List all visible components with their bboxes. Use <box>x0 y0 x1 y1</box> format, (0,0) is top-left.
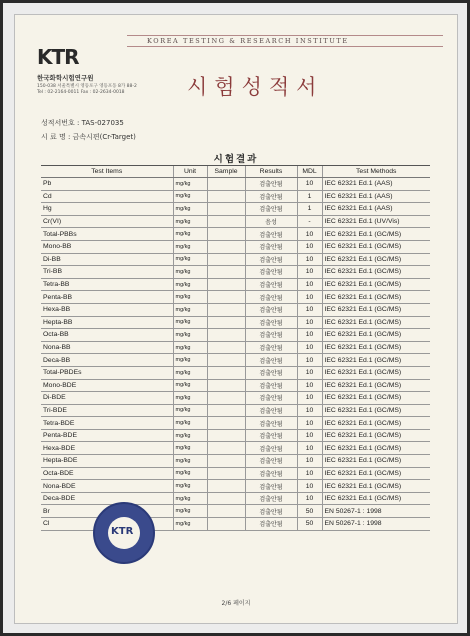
table-row <box>41 480 430 493</box>
table-row <box>41 178 430 191</box>
cell-test-item: Cr(VI) <box>41 215 173 228</box>
cell-test-method: IEC 62321 Ed.1 (GC/MS) <box>322 240 430 253</box>
cell-test-method: IEC 62321 Ed.1 (GC/MS) <box>322 278 430 291</box>
cell-result: 검출안됨 <box>245 278 297 291</box>
cell-mdl: 10 <box>297 417 322 430</box>
cell-result: 검출안됨 <box>245 505 297 518</box>
cell-mdl: 10 <box>297 291 322 304</box>
cell-sample <box>207 203 245 216</box>
table-row <box>41 492 430 505</box>
cell-result: 검출안됨 <box>245 442 297 455</box>
cell-test-method: IEC 62321 Ed.1 (GC/MS) <box>322 480 430 493</box>
cell-test-method: IEC 62321 Ed.1 (GC/MS) <box>322 442 430 455</box>
cell-sample <box>207 178 245 191</box>
cell-unit: mg/kg <box>173 178 207 191</box>
cell-result: 검출안됨 <box>245 467 297 480</box>
cell-unit: mg/kg <box>173 429 207 442</box>
cell-mdl: 10 <box>297 178 322 191</box>
cell-unit: mg/kg <box>173 266 207 279</box>
ktr-logo <box>37 45 79 69</box>
sample-name: 시 료 명 : 금속시편(Cr-Target) <box>41 133 136 141</box>
table-row <box>41 228 430 241</box>
cell-sample <box>207 354 245 367</box>
cell-test-method: IEC 62321 Ed.1 (AAS) <box>322 190 430 203</box>
table-row <box>41 240 430 253</box>
cell-test-method: IEC 62321 Ed.1 (GC/MS) <box>322 379 430 392</box>
cell-test-method: IEC 62321 Ed.1 (GC/MS) <box>322 455 430 468</box>
cell-sample <box>207 442 245 455</box>
cell-result: 검출안됨 <box>245 178 297 191</box>
cell-sample <box>207 429 245 442</box>
cell-sample <box>207 366 245 379</box>
cell-test-item: Hexa-BDE <box>41 442 173 455</box>
cell-mdl: 10 <box>297 303 322 316</box>
cell-sample <box>207 492 245 505</box>
cell-unit: mg/kg <box>173 404 207 417</box>
cell-unit: mg/kg <box>173 190 207 203</box>
cell-test-method: IEC 62321 Ed.1 (GC/MS) <box>322 253 430 266</box>
cell-test-item: Nona-BB <box>41 341 173 354</box>
cell-mdl: 10 <box>297 429 322 442</box>
cell-test-item: Hepta-BB <box>41 316 173 329</box>
cell-unit: mg/kg <box>173 417 207 430</box>
cell-test-item: Cl <box>41 518 173 531</box>
cell-result: 검출안됨 <box>245 303 297 316</box>
header-rule-bottom <box>127 46 443 47</box>
cell-test-method: IEC 62321 Ed.1 (GC/MS) <box>322 417 430 430</box>
table-row <box>41 379 430 392</box>
results-table <box>41 165 430 531</box>
table-row <box>41 329 430 342</box>
cell-sample <box>207 291 245 304</box>
cell-sample <box>207 518 245 531</box>
cell-test-item: Octa-BDE <box>41 467 173 480</box>
cell-test-item: Total-PBBs <box>41 228 173 241</box>
cell-test-item: Tri-BDE <box>41 404 173 417</box>
cell-unit: mg/kg <box>173 303 207 316</box>
cell-result: 검출안됨 <box>245 228 297 241</box>
ktr-seal-stamp <box>93 502 155 564</box>
cell-unit: mg/kg <box>173 341 207 354</box>
cell-test-item: Cd <box>41 190 173 203</box>
cell-test-method: IEC 62321 Ed.1 (UV/Vis) <box>322 215 430 228</box>
cell-result: 검출안됨 <box>245 429 297 442</box>
cell-sample <box>207 505 245 518</box>
cell-mdl: 10 <box>297 316 322 329</box>
cell-unit: mg/kg <box>173 253 207 266</box>
cell-sample <box>207 404 245 417</box>
cell-test-item: Deca-BB <box>41 354 173 367</box>
table-row <box>41 366 430 379</box>
cell-result: 검출안됨 <box>245 379 297 392</box>
cell-mdl: 10 <box>297 266 322 279</box>
institute-name-en: KOREA TESTING & RESEARCH INSTITUTE <box>147 37 349 45</box>
cell-test-item: Total-PBDEs <box>41 366 173 379</box>
ktr-logo-text: KTR <box>37 45 79 69</box>
cell-test-method: IEC 62321 Ed.1 (GC/MS) <box>322 329 430 342</box>
cell-result: 검출안됨 <box>245 492 297 505</box>
cell-mdl: 10 <box>297 379 322 392</box>
cell-test-item: Hg <box>41 203 173 216</box>
table-row <box>41 253 430 266</box>
seal-text: KTR <box>111 526 134 537</box>
cell-mdl: 10 <box>297 366 322 379</box>
cell-sample <box>207 392 245 405</box>
cell-result: 검출안됨 <box>245 266 297 279</box>
cell-test-method: IEC 62321 Ed.1 (GC/MS) <box>322 467 430 480</box>
cell-result: 검출안됨 <box>245 341 297 354</box>
cell-test-item: Deca-BDE <box>41 492 173 505</box>
cell-mdl: 10 <box>297 480 322 493</box>
institute-address: 150-038 서울특별시 영등포구 영등포동 8가 88-2 <box>37 84 137 89</box>
cell-test-item: Tri-BB <box>41 266 173 279</box>
table-row <box>41 417 430 430</box>
cell-test-method: IEC 62321 Ed.1 (GC/MS) <box>322 429 430 442</box>
cell-unit: mg/kg <box>173 442 207 455</box>
cell-sample <box>207 278 245 291</box>
institute-name-ko: 한국화학시험연구원 <box>37 74 94 82</box>
cell-mdl: 10 <box>297 467 322 480</box>
cell-test-method: IEC 62321 Ed.1 (GC/MS) <box>322 366 430 379</box>
cell-test-method: IEC 62321 Ed.1 (GC/MS) <box>322 404 430 417</box>
cell-result: 검출안됨 <box>245 253 297 266</box>
cell-test-method: IEC 62321 Ed.1 (GC/MS) <box>322 341 430 354</box>
table-row <box>41 455 430 468</box>
cell-test-method: EN 50267-1 : 1998 <box>322 505 430 518</box>
col-header-mdl: MDL <box>297 166 322 178</box>
table-row <box>41 190 430 203</box>
table-row <box>41 303 430 316</box>
cell-sample <box>207 467 245 480</box>
cell-mdl: 10 <box>297 404 322 417</box>
cell-mdl: - <box>297 215 322 228</box>
cell-mdl: 10 <box>297 240 322 253</box>
col-header-test-items: Test Items <box>41 166 173 178</box>
cell-result: 검출안됨 <box>245 291 297 304</box>
cell-mdl: 1 <box>297 203 322 216</box>
cell-mdl: 10 <box>297 392 322 405</box>
cell-mdl: 10 <box>297 253 322 266</box>
cell-result: 음성 <box>245 215 297 228</box>
cell-test-item: Mono-BB <box>41 240 173 253</box>
cell-test-method: EN 50267-1 : 1998 <box>322 518 430 531</box>
cell-mdl: 10 <box>297 442 322 455</box>
cell-unit: mg/kg <box>173 291 207 304</box>
cell-unit: mg/kg <box>173 366 207 379</box>
cell-unit: mg/kg <box>173 518 207 531</box>
cell-mdl: 10 <box>297 492 322 505</box>
cell-mdl: 50 <box>297 518 322 531</box>
cell-result: 검출안됨 <box>245 354 297 367</box>
cell-test-item: Br <box>41 505 173 518</box>
cell-test-item: Di-BDE <box>41 392 173 405</box>
col-header-results: Results <box>245 166 297 178</box>
cell-mdl: 10 <box>297 341 322 354</box>
document-title: 시험성적서 <box>187 75 324 99</box>
cell-unit: mg/kg <box>173 455 207 468</box>
cell-sample <box>207 215 245 228</box>
cell-result: 검출안됨 <box>245 480 297 493</box>
cell-test-method: IEC 62321 Ed.1 (GC/MS) <box>322 291 430 304</box>
cell-test-item: Hexa-BB <box>41 303 173 316</box>
cell-sample <box>207 455 245 468</box>
cell-sample <box>207 480 245 493</box>
col-header-unit: Unit <box>173 166 207 178</box>
cell-unit: mg/kg <box>173 203 207 216</box>
cell-test-method: IEC 62321 Ed.1 (GC/MS) <box>322 392 430 405</box>
cell-test-method: IEC 62321 Ed.1 (GC/MS) <box>322 492 430 505</box>
cell-unit: mg/kg <box>173 505 207 518</box>
cell-sample <box>207 253 245 266</box>
cell-test-item: Octa-BB <box>41 329 173 342</box>
table-row <box>41 467 430 480</box>
cell-unit: mg/kg <box>173 354 207 367</box>
cell-sample <box>207 329 245 342</box>
cell-sample <box>207 266 245 279</box>
cell-test-method: IEC 62321 Ed.1 (GC/MS) <box>322 354 430 367</box>
cell-test-item: Pb <box>41 178 173 191</box>
cell-unit: mg/kg <box>173 316 207 329</box>
cell-test-method: IEC 62321 Ed.1 (GC/MS) <box>322 228 430 241</box>
cell-test-item: Mono-BDE <box>41 379 173 392</box>
cell-result: 검출안됨 <box>245 392 297 405</box>
document-frame <box>3 3 467 633</box>
table-row <box>41 316 430 329</box>
cell-test-method: IEC 62321 Ed.1 (AAS) <box>322 178 430 191</box>
cell-result: 검출안됨 <box>245 366 297 379</box>
cell-mdl: 10 <box>297 329 322 342</box>
cell-unit: mg/kg <box>173 215 207 228</box>
cell-result: 검출안됨 <box>245 518 297 531</box>
cell-sample <box>207 240 245 253</box>
cell-unit: mg/kg <box>173 278 207 291</box>
cell-test-method: IEC 62321 Ed.1 (GC/MS) <box>322 266 430 279</box>
cell-test-item: Nona-BDE <box>41 480 173 493</box>
table-row <box>41 404 430 417</box>
cell-mdl: 10 <box>297 278 322 291</box>
cell-result: 검출안됨 <box>245 404 297 417</box>
cell-result: 검출안됨 <box>245 240 297 253</box>
cell-unit: mg/kg <box>173 228 207 241</box>
cell-test-item: Penta-BB <box>41 291 173 304</box>
cell-mdl: 10 <box>297 455 322 468</box>
results-body <box>41 178 430 531</box>
cell-result: 검출안됨 <box>245 329 297 342</box>
page-number: 2/6 페이지 <box>221 600 251 607</box>
cell-test-method: IEC 62321 Ed.1 (GC/MS) <box>322 316 430 329</box>
cell-unit: mg/kg <box>173 480 207 493</box>
table-row <box>41 442 430 455</box>
cell-sample <box>207 303 245 316</box>
certificate-page <box>14 14 458 624</box>
cell-result: 검출안됨 <box>245 417 297 430</box>
table-row <box>41 266 430 279</box>
cell-unit: mg/kg <box>173 392 207 405</box>
cell-test-method: IEC 62321 Ed.1 (GC/MS) <box>322 303 430 316</box>
cell-result: 검출안됨 <box>245 455 297 468</box>
cell-test-item: Tetra-BDE <box>41 417 173 430</box>
table-row <box>41 291 430 304</box>
cell-unit: mg/kg <box>173 329 207 342</box>
table-row <box>41 341 430 354</box>
cell-mdl: 50 <box>297 505 322 518</box>
cell-mdl: 10 <box>297 354 322 367</box>
cell-unit: mg/kg <box>173 379 207 392</box>
results-title: 시험결과 <box>213 154 259 165</box>
table-row <box>41 392 430 405</box>
header-rule-top <box>127 35 443 36</box>
cell-unit: mg/kg <box>173 467 207 480</box>
cell-result: 검출안됨 <box>245 190 297 203</box>
cell-test-item: Hepta-BDE <box>41 455 173 468</box>
cell-sample <box>207 341 245 354</box>
cell-test-item: Di-BB <box>41 253 173 266</box>
cell-mdl: 10 <box>297 228 322 241</box>
cell-test-item: Penta-BDE <box>41 429 173 442</box>
table-row <box>41 429 430 442</box>
cell-unit: mg/kg <box>173 492 207 505</box>
col-header-test-methods: Test Methods <box>322 166 430 178</box>
cell-sample <box>207 190 245 203</box>
certificate-number: 성적서번호 : TAS-027035 <box>41 119 124 127</box>
cell-sample <box>207 417 245 430</box>
cell-sample <box>207 316 245 329</box>
table-row <box>41 215 430 228</box>
cell-test-item: Tetra-BB <box>41 278 173 291</box>
cell-result: 검출안됨 <box>245 316 297 329</box>
cell-test-method: IEC 62321 Ed.1 (AAS) <box>322 203 430 216</box>
table-row <box>41 278 430 291</box>
cell-unit: mg/kg <box>173 240 207 253</box>
table-row <box>41 203 430 216</box>
table-row <box>41 354 430 367</box>
cell-mdl: 1 <box>297 190 322 203</box>
results-header-row <box>41 166 430 178</box>
cell-result: 검출안됨 <box>245 203 297 216</box>
institute-phone: Tel : 02-2164-0011 Fax : 02-2634-0018 <box>37 90 125 95</box>
col-header-sample: Sample <box>207 166 245 178</box>
cell-sample <box>207 228 245 241</box>
cell-sample <box>207 379 245 392</box>
